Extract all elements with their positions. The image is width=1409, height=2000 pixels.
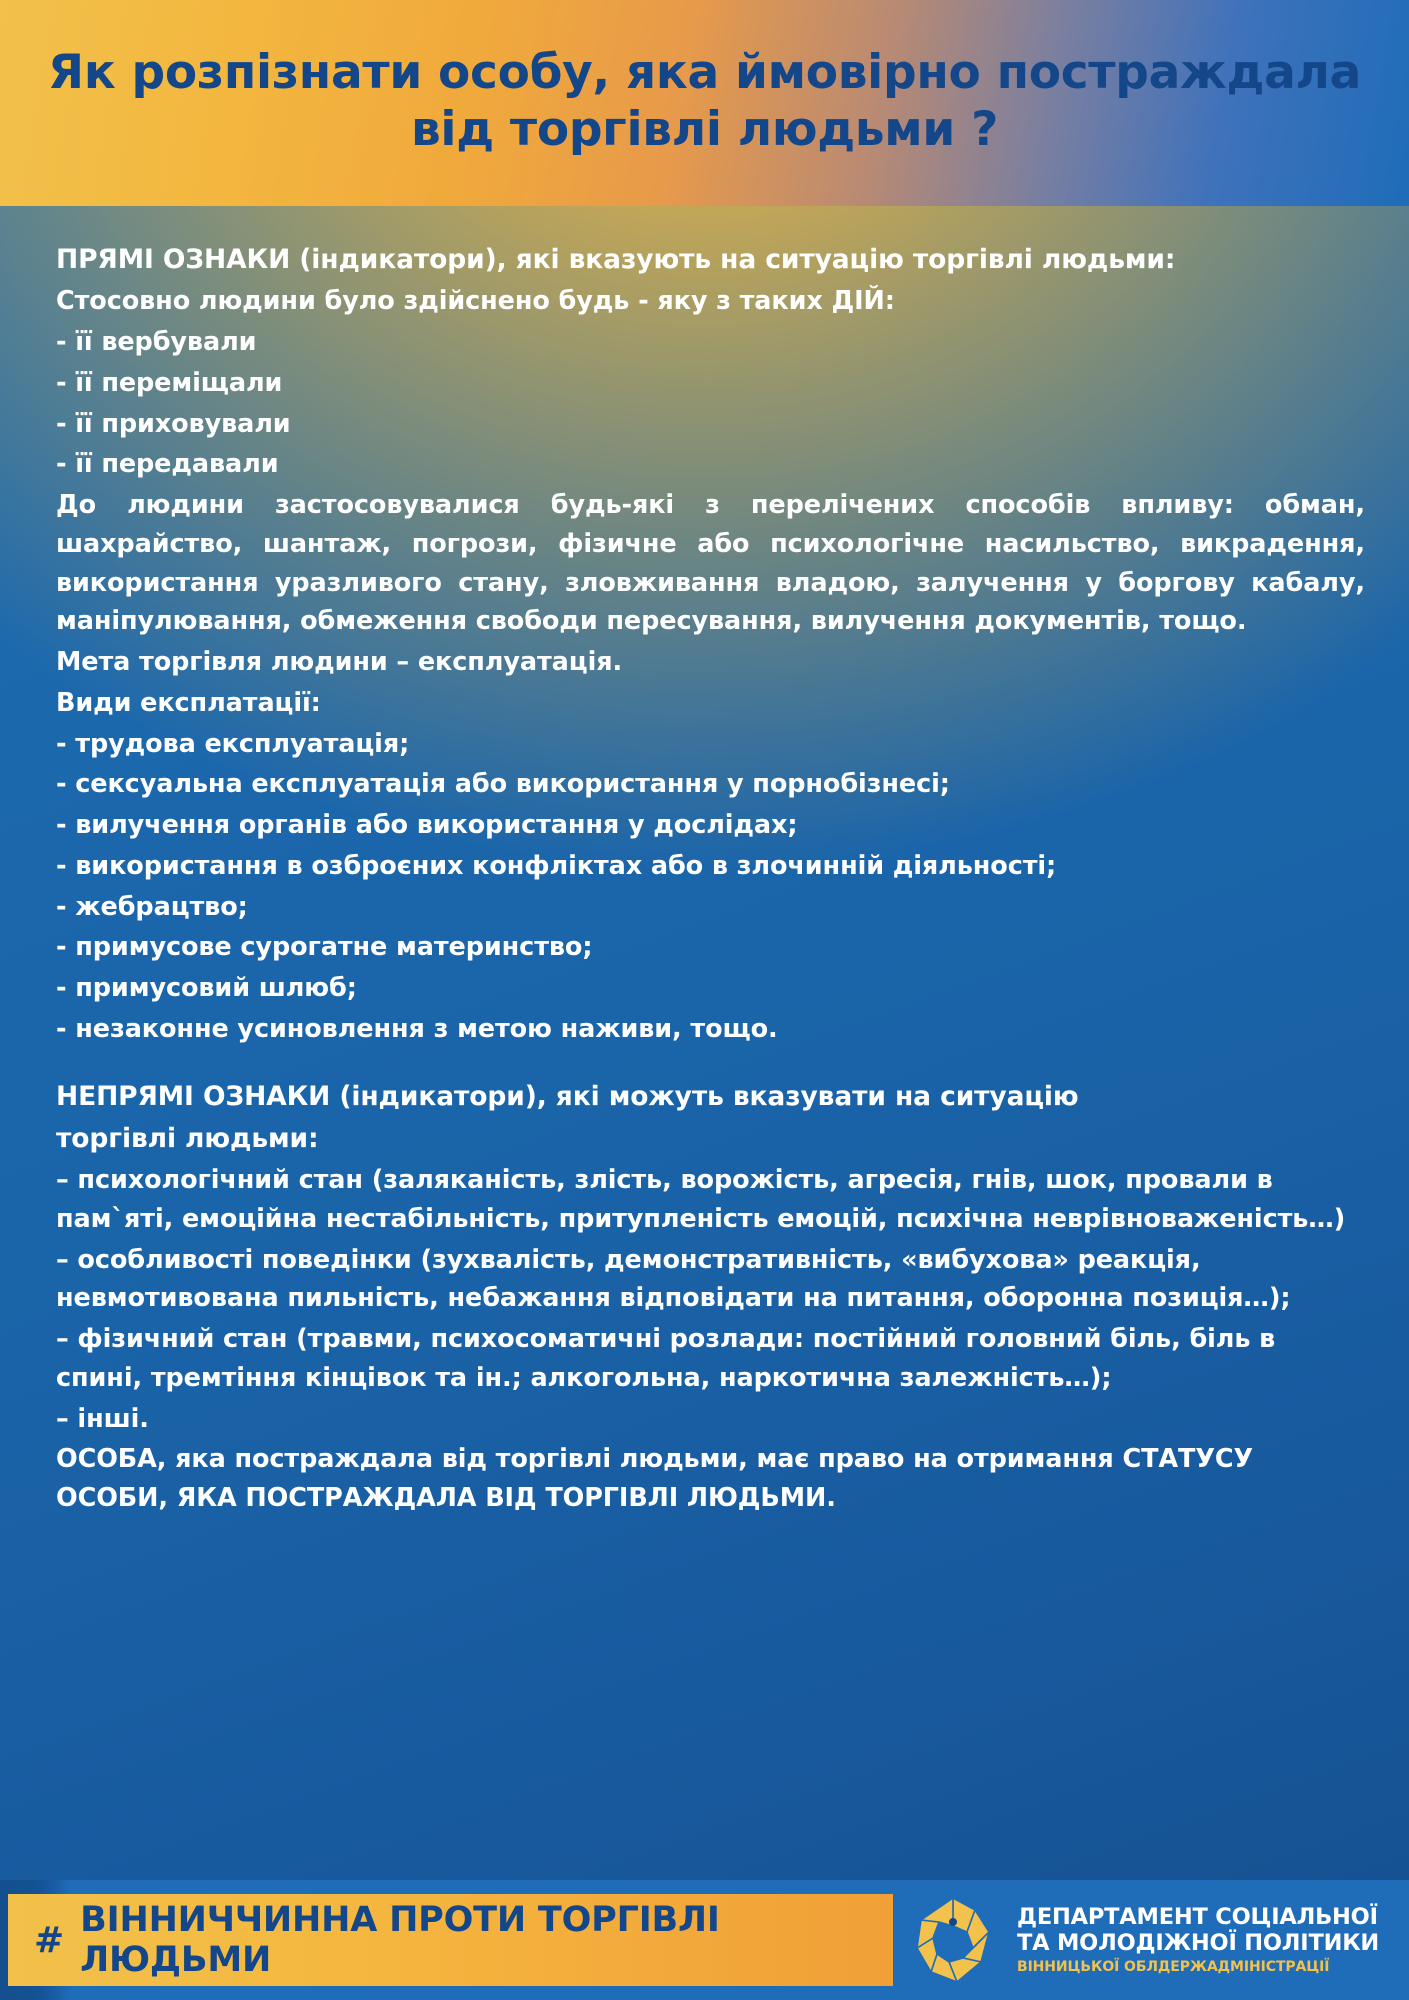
indirect-indicators-heading-line-2: торгівлі людьми: <box>56 1122 319 1154</box>
purpose-text: Мета торгівля людини – експлуатація. <box>56 647 623 678</box>
exploitation-item: - вилучення органів або використання у дослідах; <box>56 810 798 841</box>
exploitation-item: - жебрацтво; <box>56 891 248 922</box>
hashtag-icon: # <box>34 1919 65 1961</box>
department-line-2: ТА МОЛОДІЖНОЇ ПОЛІТИКИ <box>1017 1930 1380 1957</box>
page-title <box>48 44 1361 159</box>
direct-action-item: - її переміщали <box>56 367 283 398</box>
department-name <box>1013 1880 1409 2000</box>
poster-footer <box>0 1880 1409 2000</box>
exploitation-item: - примусове сурогатне материнство; <box>56 932 593 963</box>
campaign-slogan-bar <box>8 1894 893 1986</box>
exploitation-item: - сексуальна експлуатація або використання у порнобізнесі; <box>56 769 950 800</box>
indirect-item: – особливості поведінки (зухвалість, демонстративність, «вибухова» реакція, невмотивована пильність, небажання відповідати на питання, оборонна позиція…); <box>56 1244 1291 1314</box>
campaign-slogan: ВІННИЧЧИННА ПРОТИ ТОРГІВЛІ ЛЮДЬМИ <box>80 1900 720 1980</box>
exploitation-item: - трудова експлуатація; <box>56 728 410 759</box>
direct-action-item: - її вербували <box>56 327 257 358</box>
department-logo <box>893 1880 1013 2000</box>
indirect-indicators-heading-line-1: НЕПРЯМІ ОЗНАКИ (індикатори), які можуть вказувати на ситуацію <box>56 1080 1079 1112</box>
direct-indicators-intro: Стосовно людини було здійснено будь - яку з таких ДІЙ: <box>56 286 895 317</box>
page-title-line-2: від торгівлі людьми ? <box>410 102 999 157</box>
exploitation-heading: Види експлатації: <box>56 687 321 718</box>
section-spacer <box>56 1051 1365 1077</box>
direct-indicators-heading: ПРЯМІ ОЗНАКИ (індикатори), які вказують на ситуацію торгівлі людьми: <box>56 244 1176 275</box>
exploitation-item: - незаконне усиновлення з метою наживи, тощо. <box>56 1013 778 1044</box>
direct-action-item: - її приховували <box>56 408 291 439</box>
poster-header <box>0 0 1409 206</box>
indirect-item: – фізичний стан (травми, психосоматичні розлади: постійний головний біль, біль в спині, тремтіння кінцівок та ін.; алкогольна, наркотична залежність…); <box>56 1324 1276 1393</box>
department-line-1: ДЕПАРТАМЕНТ СОЦІАЛЬНОЇ <box>1017 1904 1378 1930</box>
poster-body <box>0 206 1409 1880</box>
indirect-item: – психологічний стан (заляканість, злість, ворожість, агресія, гнів, шок, провали в пам`яті, емоційна нестабільність, притупленість емоцій, психічна неврівноваженість…) <box>56 1165 1346 1234</box>
indirect-item: – інші. <box>56 1403 149 1434</box>
exploitation-item: - використання в озброєних конфліктах або в злочинній діяльності; <box>56 850 1057 881</box>
means-paragraph: До людини застосовувалися будь-які з перелічених способів впливу: обман, шахрайство, шантаж, погрози, фізичне або психологічне насильство, викрадення, використання уразливого стану, зловживання владою, залучення у боргову кабалу, маніпулювання, обмеження свободи пересування, вилучення документів, тощо. <box>56 490 1365 637</box>
department-line-3: ВІННИЦЬКОЇ ОБЛДЕРЖАДМІНІСТРАЦІЇ <box>1017 1959 1330 1976</box>
exploitation-item: - примусовий шлюб; <box>56 973 357 1004</box>
status-note: ОСОБА, яка постраждала від торгівлі людьми, має право на отримання СТАТУСУ ОСОБИ, ЯКА ПОСТРАЖДАЛА ВІД ТОРГІВЛІ ЛЮДЬМИ. <box>56 1444 1254 1514</box>
direct-action-item: - її передавали <box>56 449 279 480</box>
page-title-line-1: Як розпізнати особу, яка ймовірно постраждала <box>47 44 1362 100</box>
